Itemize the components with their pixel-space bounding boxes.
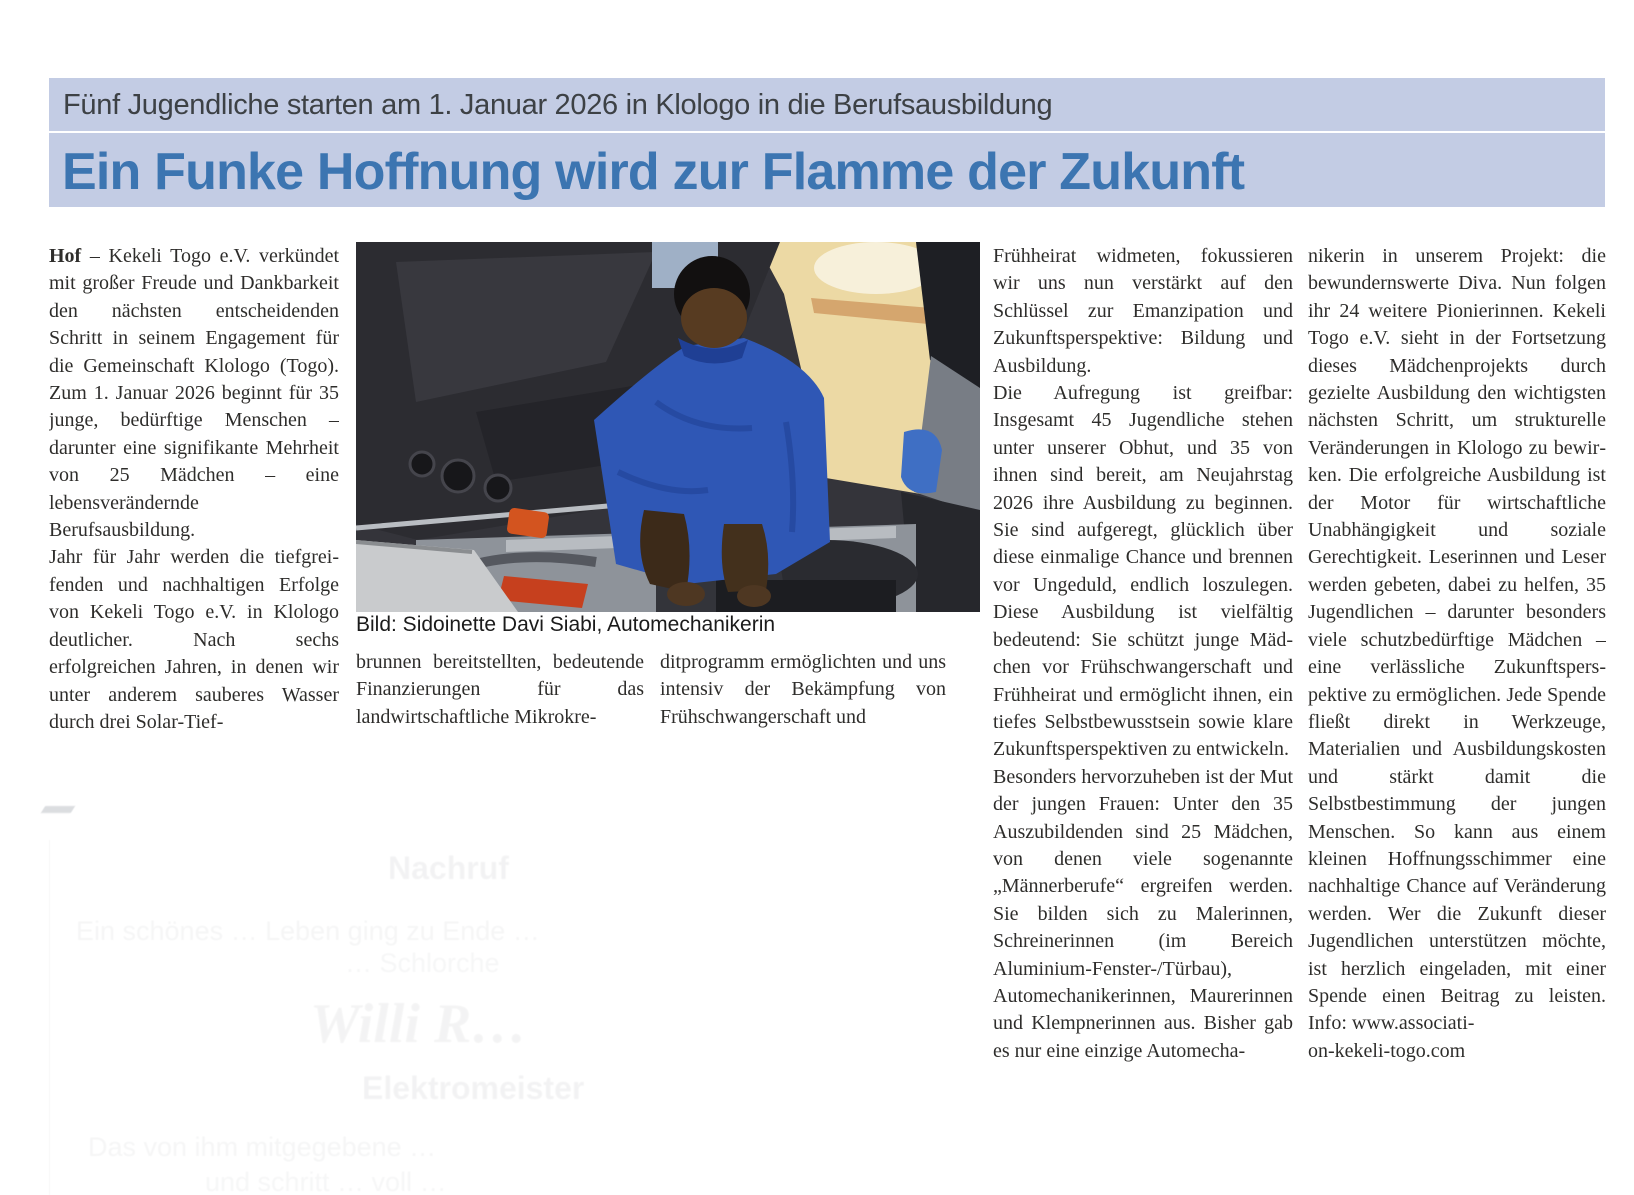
photo-caption: Bild: Sidoinette Davi Siabi, Automechanikerin (356, 613, 776, 636)
bleedthrough-nachruf: Nachruf (388, 850, 509, 886)
body-paragraph: Besonders hervorzuheben ist der Mut der jungen Frauen: Unter den 35 Auszubildenden sind 25 Mädchen, von denen viele sogenannte „Männerberufe“ ergreifen werden. Sie bilden sich zu Malerinnen, Schreinerinnen (im Bereich Aluminium-Fenster-/Türbau), Automechanikerinnen, Maurerinnen und Klempnerinnen aus. Bisher gab es nur eine einzige Automecha- (993, 765, 1293, 1062)
bleedthrough-line (345, 948, 500, 979)
body-paragraph: Frühheirat widmeten, fokussieren wir uns nun verstärkt auf den Schlüssel zur Emanzipation und Zukunftsperspektive: Bildung und Ausbildung. (993, 245, 1293, 377)
bleedthrough-elektromeister: Elektromeister (362, 1070, 585, 1106)
body-paragraph: on-kekeli-togo.com (1308, 1039, 1466, 1062)
body-paragraph: Hof – Kekeli Togo e.V. verkündet mit großer Freude und Dankbarkeit den nächsten entscheidenden Schritt in seinem Engagement für die Gemeinschaft Klologo (Togo). Zum 1. Januar 2026 beginnt für 35 junge, bedürftige Menschen – darunter eine signifikante Mehrheit von 25 Mädchen – eine lebensverändernde Berufsausbildung. (49, 245, 339, 542)
body-paragraph: brunnen bereitstellten, bedeutende Finanzierungen für das landwirtschaftliche Mikrokre- (356, 651, 644, 728)
body-column-2b (660, 649, 946, 737)
body-column-2a (356, 649, 644, 737)
article-photo (356, 242, 980, 612)
kicker-band (49, 78, 1605, 131)
page-title: Ein Funke Hoffnung wird zur Flamme der Zukunft (62, 143, 1245, 201)
bleedthrough-line (76, 916, 540, 947)
body-paragraph: Jahr für Jahr werden die tiefgreifenden und nachhaltigen Erfolge von Kekeli Togo e.V. in Klologo deutlicher. Nach sechs erfolgreichen Jahren, in denen wir unter anderem sauberes Wasser durch drei Solar-Tief- (49, 546, 339, 733)
body-column-4 (1308, 243, 1606, 1195)
print-smudge (41, 806, 75, 813)
photo-illustration (356, 242, 980, 612)
body-column-1 (49, 243, 339, 743)
dateline: Hof (49, 245, 90, 267)
bleedthrough-line (205, 1167, 447, 1195)
body-paragraph: nikerin in unserem Projekt: die bewundernswerte Diva. Nun folgen ihr 24 weitere Pionierinnen. Kekeli Togo e.V. sieht in der Fortsetzung dieses Mädchenprojekts durch gezielte Ausbildung den wichtigsten nächsten Schritt, um strukturelle Veränderungen in Klologo zu bewirken. Die erfolgreiche Ausbildung ist der Motor für wirtschaftliche Unabhängigkeit und soziale Gerechtigkeit. Leserinnen und Leser werden gebeten, dabei zu helfen, 35 Jugendlichen – darunter besonders viele schutzbedürftige Mädchen – eine verlässliche Zukunftsperspektive zu ermöglichen. Jede Spende fließt direkt in Werkzeuge, Materialien und Ausbildungskosten und stärkt damit die Selbstbestimmung der jungen Menschen. So kann aus einem kleinen Hoffnungsschimmer eine nachhaltige Chance auf Veränderung werden. Wer die Zukunft dieser Jugendlichen unterstützen möchte, ist herzlich eingeladen, mit einer Spende einen Beitrag zu leisten. Info: www.associati- (1308, 245, 1606, 1035)
headline-band (49, 133, 1605, 207)
bleedthrough-line (88, 1132, 436, 1163)
page-fold-line (49, 840, 50, 1195)
body-paragraph: ditprogramm ermöglichten und uns intensiv der Bekämpfung von Frühschwangerschaft und (660, 651, 946, 728)
body-column-3 (993, 243, 1293, 1195)
body-paragraph: Die Aufregung ist greifbar: Insgesamt 45 Jugendliche stehen unter unserer Obhut, und 35 von ihnen sind bereit, am Neujahrstag 2026 ihre Ausbildung zu beginnen. Sie sind aufgeregt, glücklich über diese einmalige Chance und brennen vor Ungeduld, endlich loszulegen. Diese Ausbildung ist vielfältig bedeutend: Sie schützt junge Mädchen vor Frühschwangerschaft und Frühheirat und ermöglicht ihnen, ein tiefes Selbstbewusstsein sowie klare Zukunftsperspektiven zu entwickeln. (993, 382, 1293, 761)
bleedthrough-name: Willi R… (310, 993, 528, 1055)
kicker: Fünf Jugendliche starten am 1. Januar 2026 in Klologo in die Berufsausbildung (63, 89, 1053, 121)
